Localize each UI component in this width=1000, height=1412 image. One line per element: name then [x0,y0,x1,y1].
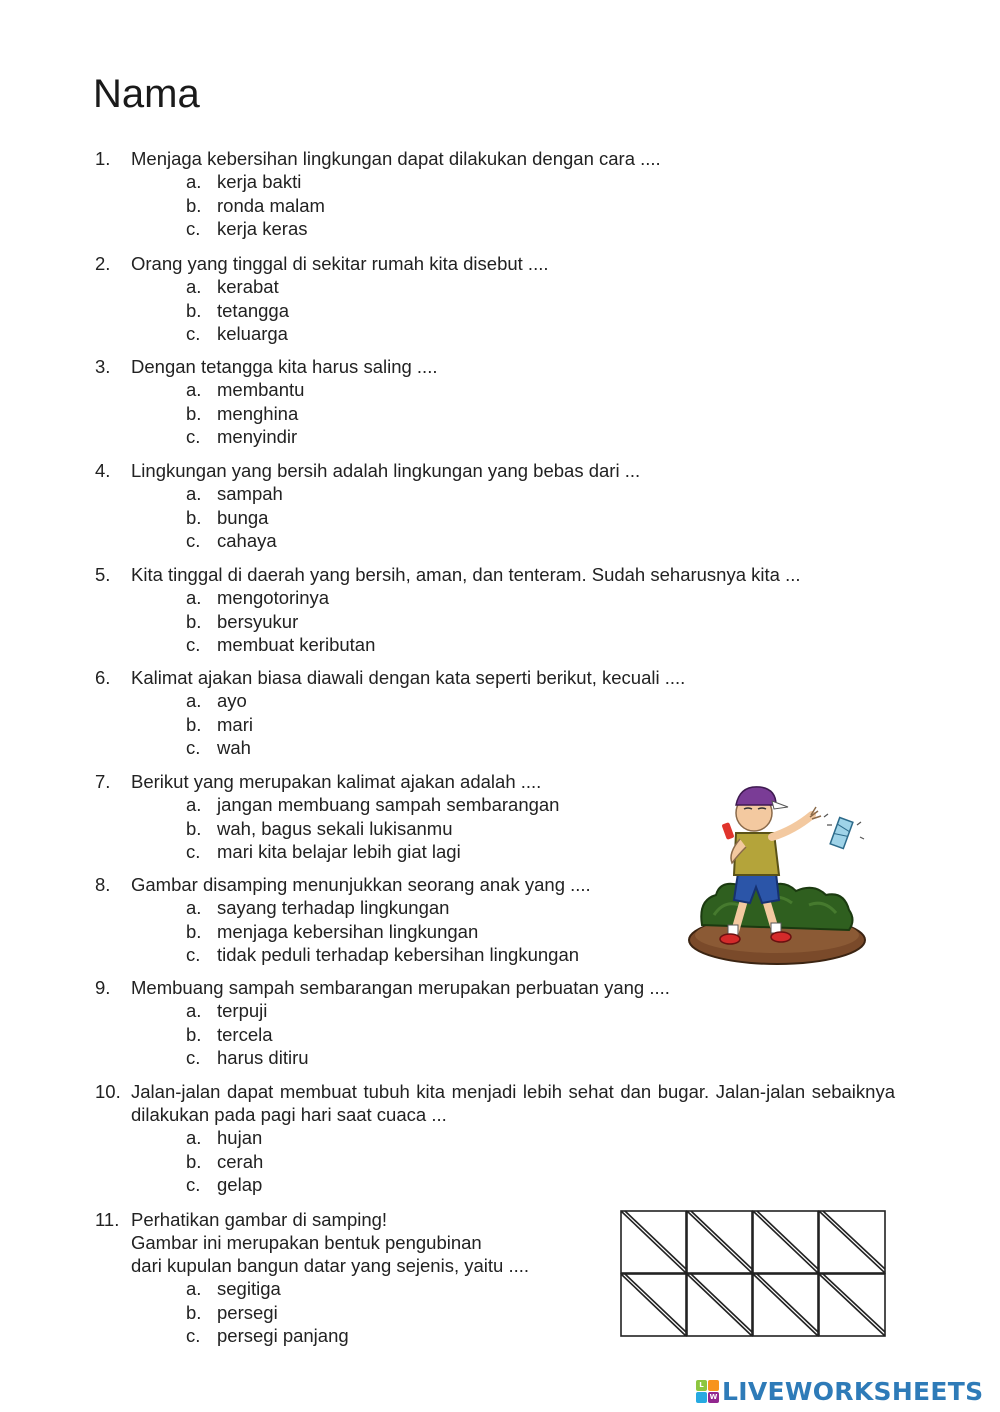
question-9 [95,976,895,1070]
option-c[interactable]: c. kerja keras [186,218,308,239]
question-text: Menjaga kebersihan lingkungan dapat dilakukan dengan cara .... [131,148,661,169]
question-text: Membuang sampah sembarangan merupakan perbuatan yang .... [131,977,670,998]
option-a[interactable]: a. membantu [186,379,305,400]
question-text: Berikut yang merupakan kalimat ajakan adalah .... [131,771,542,792]
question-text: Orang yang tinggal di sekitar rumah kita disebut .... [131,253,549,274]
option-list [186,275,895,346]
question-number: 5. [95,564,111,585]
option-c[interactable]: c. tidak peduli terhadap kebersihan lingkungan [186,944,580,965]
liveworksheets-brand-text: LIVEWORKSHEETS [722,1377,984,1406]
question-text: Jalan-jalan dapat membuat tubuh kita menjadi lebih sehat dan bugar. Jalan-jalan sebaiknya dilakukan pada pagi hari saat cuaca ... [131,1081,895,1125]
option-b[interactable]: b. bersyukur [186,610,299,632]
question-number: 9. [95,977,111,998]
question-2 [95,252,895,346]
option-list [186,170,895,241]
option-c[interactable]: c. wah [186,737,251,758]
question-number: 10. [95,1081,121,1102]
option-b[interactable]: b. ronda malam [186,194,325,216]
option-list [186,999,895,1070]
option-list [186,689,895,760]
option-c[interactable]: c. harus ditiru [186,1047,309,1068]
option-b[interactable]: b. bunga [186,506,269,528]
question-text: Dengan tetangga kita harus saling .... [131,356,438,377]
option-b[interactable]: b. cerah [186,1150,264,1172]
question-5 [95,563,895,657]
option-b[interactable]: b. tetangga [186,299,290,321]
question-4 [95,459,895,553]
question-10 [95,1080,895,1197]
question-number: 1. [95,148,111,169]
option-a[interactable]: a. mengotorinya [186,587,330,608]
option-list [186,1277,595,1348]
question-text: Perhatikan gambar di samping! Gambar ini merupakan bentuk pengubinan dari kupulan bangun datar yang sejenis, yaitu .... [131,1209,530,1276]
option-a[interactable]: a. sayang terhadap lingkungan [186,897,450,918]
option-c[interactable]: c. membuat keributan [186,634,376,655]
question-text: Lingkungan yang bersih adalah lingkungan yang bebas dari ... [131,460,641,481]
question-3 [95,355,895,449]
option-list [186,1126,895,1197]
question-number: 6. [95,667,111,688]
option-list [186,482,895,553]
question-11 [95,1208,595,1348]
option-list [186,586,895,657]
liveworksheets-logo-icon: L W [696,1380,720,1404]
option-b[interactable]: b. menjaga kebersihan lingkungan [186,920,479,942]
boy-littering-illustration [684,775,874,970]
liveworksheets-logo[interactable] [696,1377,983,1406]
option-c[interactable]: c. gelap [186,1174,263,1195]
option-a[interactable]: a. kerja bakti [186,171,302,192]
option-b[interactable]: b. persegi [186,1301,278,1323]
option-a[interactable]: a. segitiga [186,1278,281,1299]
option-a[interactable]: a. jangan membuang sampah sembarangan [186,794,560,815]
option-c[interactable]: c. mari kita belajar lebih giat lagi [186,841,461,862]
question-text: Kita tinggal di daerah yang bersih, aman, dan tenteram. Sudah seharusnya kita ... [131,564,801,585]
option-c[interactable]: c. cahaya [186,530,277,551]
option-c[interactable]: c. persegi panjang [186,1325,349,1346]
option-list [186,378,895,449]
question-number: 4. [95,460,111,481]
option-b[interactable]: b. menghina [186,402,299,424]
question-text: Kalimat ajakan biasa diawali dengan kata seperti berikut, kecuali .... [131,667,686,688]
option-a[interactable]: a. sampah [186,483,283,504]
option-b[interactable]: b. wah, bagus sekali lukisanmu [186,817,453,839]
page-title: Nama [93,72,200,116]
option-b[interactable]: b. mari [186,713,253,735]
option-a[interactable]: a. ayo [186,690,247,711]
option-a[interactable]: a. kerabat [186,276,279,297]
question-number: 2. [95,253,111,274]
question-number: 3. [95,356,111,377]
question-text: Gambar disamping menunjukkan seorang anak yang .... [131,874,591,895]
question-number: 8. [95,874,111,895]
question-6 [95,666,895,760]
option-a[interactable]: a. terpuji [186,1000,268,1021]
question-number: 7. [95,771,111,792]
question-1 [95,147,895,241]
option-b[interactable]: b. tercela [186,1023,273,1045]
question-number: 11. [95,1209,120,1230]
option-c[interactable]: c. keluarga [186,323,288,344]
option-c[interactable]: c. menyindir [186,426,298,447]
triangle-tiling-illustration [620,1210,888,1338]
option-a[interactable]: a. hujan [186,1127,263,1148]
